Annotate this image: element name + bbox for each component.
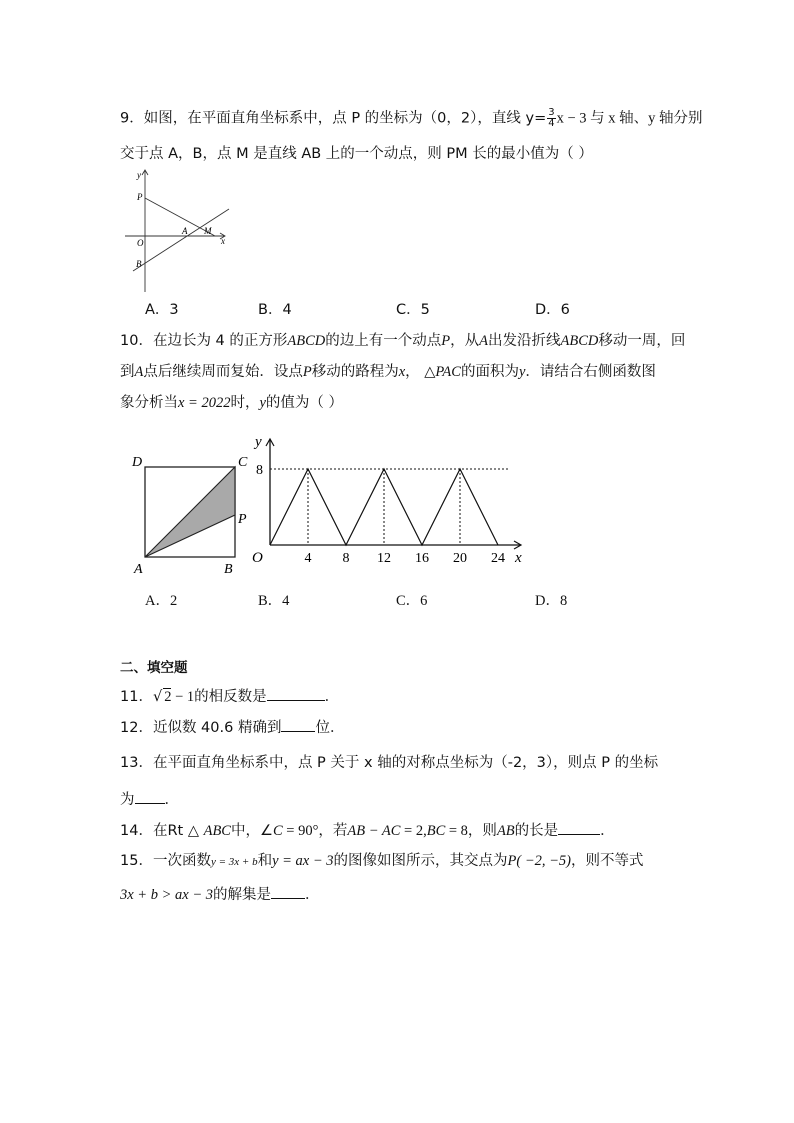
square-label-d: D [132, 455, 143, 470]
q9-figure [125, 168, 235, 293]
square-label-a: A [134, 562, 143, 575]
q13-answer-blank[interactable] [135, 789, 165, 804]
q9-label-o: O [137, 238, 144, 248]
q9-label-b: B [136, 259, 142, 269]
q10-option-d[interactable]: D．8 [535, 593, 568, 609]
chart-x-tick-8: 8 [342, 551, 350, 566]
q10-option-b[interactable]: B．4 [258, 593, 290, 609]
q13-line2: 为 ． [120, 789, 179, 810]
triangle-pac [145, 467, 235, 557]
q10-option-c[interactable]: C．6 [396, 593, 428, 609]
chart-x-tick-4: 4 [304, 551, 312, 566]
q10-function-chart [245, 432, 535, 572]
section-fill-in-title: 二、填空题 [120, 660, 188, 676]
square-label-c: C [238, 455, 248, 470]
q9-label-m: M [204, 226, 212, 236]
q9-label-p: P [137, 192, 143, 202]
q12-answer-blank[interactable] [281, 717, 315, 732]
q9-text-a: 9．如图，在平面直角坐标系中，点 P 的坐标为（0，2），直线 y= [120, 110, 547, 127]
chart-x-label: x [515, 550, 522, 566]
chart-origin-label: O [252, 550, 263, 566]
q10-line3: 象分析当x = 2022时，y的值为（ ） [120, 395, 344, 411]
q9-label-y: y [137, 170, 141, 180]
q9-line-ab [133, 209, 229, 271]
chart-x-tick-20: 20 [453, 551, 467, 566]
chart-x-tick-16: 16 [415, 551, 429, 566]
q9-option-c[interactable]: C．5 [396, 302, 430, 318]
q10-square-figure [128, 450, 258, 575]
q14-answer-blank[interactable] [558, 820, 600, 835]
chart-x-tick-24: 24 [491, 551, 505, 566]
q9-line1 [120, 108, 703, 129]
q9-option-b[interactable]: B．4 [258, 302, 292, 318]
q11-answer-blank[interactable] [267, 686, 325, 701]
q12: 12．近似数 40.6 精确到 位． [120, 717, 344, 738]
q9-line2: 交于点 A，B，点 M 是直线 AB 上的一个动点，则 PM 长的最小值为（ ） [120, 146, 593, 162]
q9-label-x: x [221, 236, 225, 246]
q9-option-d[interactable]: D．6 [535, 302, 570, 318]
chart-y-label: y [255, 434, 262, 450]
q9-label-a: A [182, 226, 188, 236]
q15-line2: 3x + b > ax − 3的解集是 ． [120, 884, 319, 905]
square-label-b: B [224, 562, 233, 575]
q10-line2: 到A点后继续周而复始．设点P移动的路程为x， △PAC的面积为y．请结合右侧函数图 [120, 364, 656, 380]
q14: 14．在Rt △ ABC中，∠C = 90°，若AB − AC = 2,BC = 8，则AB的长是 ． [120, 820, 615, 841]
chart-y-tick-8: 8 [256, 463, 263, 478]
square-label-p: P [238, 512, 247, 527]
q9-option-a[interactable]: A．3 [145, 302, 179, 318]
q9-text-b: x − 3 与 x 轴、y 轴分别 [556, 110, 703, 127]
q10-option-a[interactable]: A．2 [145, 593, 178, 609]
q10-line1: 10．在边长为 4 的正方形ABCD的边上有一个动点P，从A出发沿折线ABCD移动一周，回 [120, 333, 686, 349]
q9-fraction: $\frac{3}{4}$ [548, 107, 555, 129]
q15-answer-blank[interactable] [271, 884, 305, 899]
q11: 11．√ 2 − 1的相反数是 ． [120, 686, 339, 707]
q15-line1: 15．一次函数y = 3x + b和y = ax − 3的图像如图所示，其交点为P( −2, −5)，则不等式 [120, 853, 644, 869]
q13-line1: 13．在平面直角坐标系中，点 P 关于 x 轴的对称点坐标为（-2，3），则点 P 的坐标 [120, 755, 659, 771]
chart-x-tick-12: 12 [377, 551, 391, 566]
